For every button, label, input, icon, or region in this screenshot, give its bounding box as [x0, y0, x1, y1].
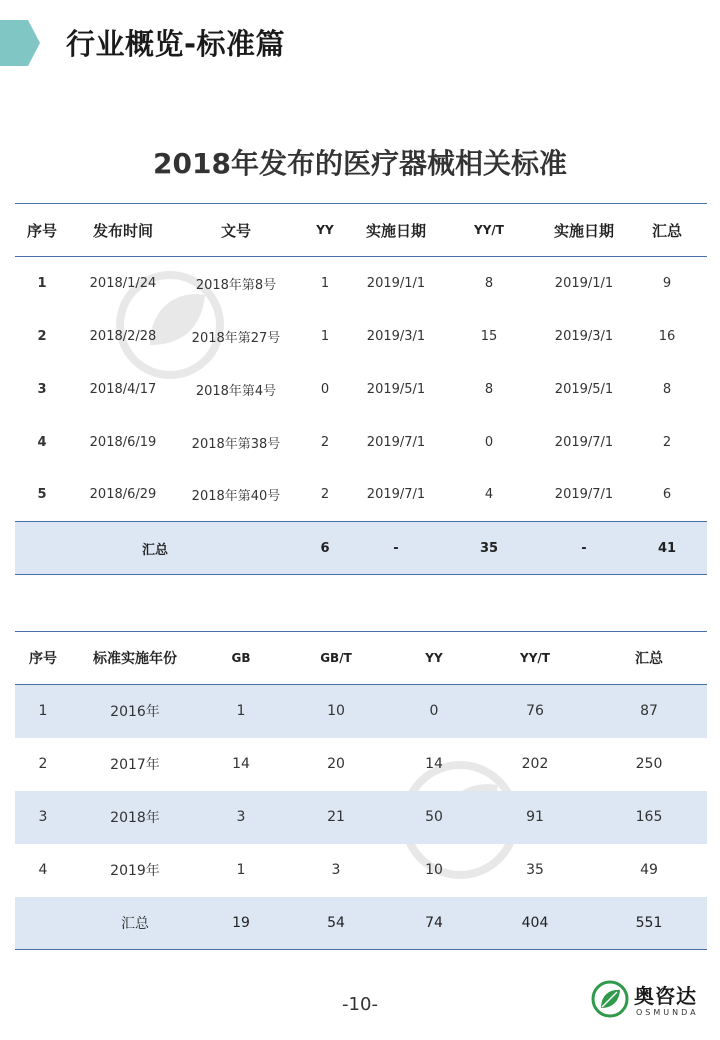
cell: 2019年 [110, 863, 160, 879]
cell: 2019/1/1 [366, 275, 426, 291]
table-row [15, 469, 707, 522]
cell: 15 [480, 328, 498, 344]
cell: 2018/6/19 [89, 434, 157, 450]
cell: 0 [320, 381, 330, 397]
cell: 49 [640, 862, 658, 878]
page-title: 行业概览-标准篇 [66, 27, 286, 61]
total-row [15, 522, 707, 575]
cell: 2 [662, 434, 672, 450]
cell: 2019/7/1 [554, 434, 614, 450]
cell: 2019/5/1 [366, 381, 426, 397]
table-row [15, 791, 707, 844]
cell: 0 [484, 434, 494, 450]
cell: 2018年第8号 [195, 277, 277, 293]
cell: 20 [327, 756, 345, 772]
col-doc-number: 文号 [177, 204, 295, 257]
cell: 3 [37, 381, 47, 397]
cell: 2 [38, 756, 48, 772]
total-date-2: - [541, 522, 627, 575]
total-sum: 551 [591, 897, 707, 950]
brand-subtitle: OSMUNDA [636, 1008, 699, 1017]
col-effective-date-2: 实施日期 [541, 204, 627, 257]
cell: 2018年第40号 [191, 489, 281, 505]
cell: 2018年 [110, 810, 160, 826]
cell: 9 [662, 275, 672, 291]
total-gb: 19 [199, 897, 283, 950]
total-yy: 6 [295, 522, 355, 575]
table-row [15, 738, 707, 791]
col-index: 序号 [15, 204, 69, 257]
col-total: 汇总 [627, 204, 707, 257]
total-yy: 74 [389, 897, 479, 950]
table-row [15, 685, 707, 738]
cell: 8 [662, 381, 672, 397]
col-gb: GB [199, 632, 283, 685]
table-row [15, 416, 707, 469]
col-total: 汇总 [591, 632, 707, 685]
cell: 2019/7/1 [366, 487, 426, 503]
col-yyt: YY/T [437, 204, 541, 257]
table-row [15, 363, 707, 416]
table-header-row [15, 204, 707, 257]
cell: 2018/6/29 [89, 487, 157, 503]
cell: 1 [236, 862, 246, 878]
cell: 14 [425, 756, 443, 772]
cell: 2 [320, 434, 330, 450]
cell: 250 [635, 756, 663, 772]
cell: 4 [484, 487, 494, 503]
cell: 8 [484, 381, 494, 397]
col-gbt: GB/T [283, 632, 389, 685]
cell: 2018年第4号 [195, 383, 277, 399]
standards-2018-table [15, 203, 707, 575]
cell: 3 [38, 809, 48, 825]
cell: 87 [640, 703, 658, 720]
col-yy: YY [295, 204, 355, 257]
cell: 2018/1/24 [89, 275, 157, 291]
total-label: 汇总 [15, 522, 295, 575]
cell: 3 [331, 862, 341, 878]
cell: 14 [232, 756, 250, 772]
total-row [15, 897, 707, 950]
page-number: -10- [342, 994, 378, 1015]
cell: 2019/1/1 [554, 275, 614, 291]
cell: 5 [37, 487, 47, 503]
cell: 35 [526, 862, 544, 878]
cell: 2 [320, 487, 330, 503]
cell: 76 [526, 703, 544, 720]
col-index: 序号 [15, 632, 71, 685]
cell: 202 [521, 756, 549, 772]
cell: 2019/3/1 [554, 328, 614, 344]
total-yyt: 35 [437, 522, 541, 575]
standards-by-year-table [15, 631, 707, 950]
total-gbt: 54 [283, 897, 389, 950]
cell: 8 [484, 275, 494, 291]
total-date: - [355, 522, 437, 575]
cell: 10 [425, 862, 443, 878]
header-arrow-decoration [0, 20, 40, 66]
cell: 4 [38, 862, 48, 878]
table-row [15, 310, 707, 363]
cell: 1 [37, 275, 47, 291]
col-yyt: YY/T [479, 632, 591, 685]
brand-name: 奥咨达 [634, 984, 697, 1008]
cell: 2019/7/1 [366, 434, 426, 450]
cell: 50 [425, 809, 443, 825]
cell: 1 [236, 703, 246, 720]
cell: 1 [320, 328, 330, 344]
table-row [15, 257, 707, 310]
cell: 2016年 [110, 704, 160, 721]
cell: 3 [236, 809, 246, 825]
cell: 2017年 [110, 757, 160, 773]
cell: 1 [320, 275, 330, 291]
cell: 2019/5/1 [554, 381, 614, 397]
cell: 21 [327, 809, 345, 825]
table-header-row [15, 632, 707, 685]
cell: 2018年第27号 [191, 330, 281, 346]
col-effective-date: 实施日期 [355, 204, 437, 257]
total-label: 汇总 [71, 897, 199, 950]
col-year: 标准实施年份 [71, 632, 199, 685]
cell: 4 [37, 434, 47, 450]
cell: 1 [38, 703, 48, 720]
cell: 2018/4/17 [89, 381, 157, 397]
section-title: 2018年发布的医疗器械相关标准 [153, 147, 567, 180]
cell: 16 [658, 328, 676, 344]
cell: 91 [526, 809, 544, 825]
leaf-icon [590, 978, 630, 1020]
brand-logo [590, 976, 710, 1026]
cell: 2 [37, 328, 47, 344]
cell: 0 [429, 703, 439, 720]
col-publish-date: 发布时间 [69, 204, 177, 257]
total-sum: 41 [627, 522, 707, 575]
total-yyt: 404 [479, 897, 591, 950]
col-yy: YY [389, 632, 479, 685]
cell: 2018/2/28 [89, 328, 157, 344]
cell: 2019/3/1 [366, 328, 426, 344]
cell: 2018年第38号 [191, 436, 281, 452]
cell: 10 [327, 703, 345, 720]
cell: 165 [635, 809, 663, 825]
table-row [15, 844, 707, 897]
cell: 2019/7/1 [554, 487, 614, 503]
cell: 6 [662, 487, 672, 503]
cell [15, 897, 71, 950]
